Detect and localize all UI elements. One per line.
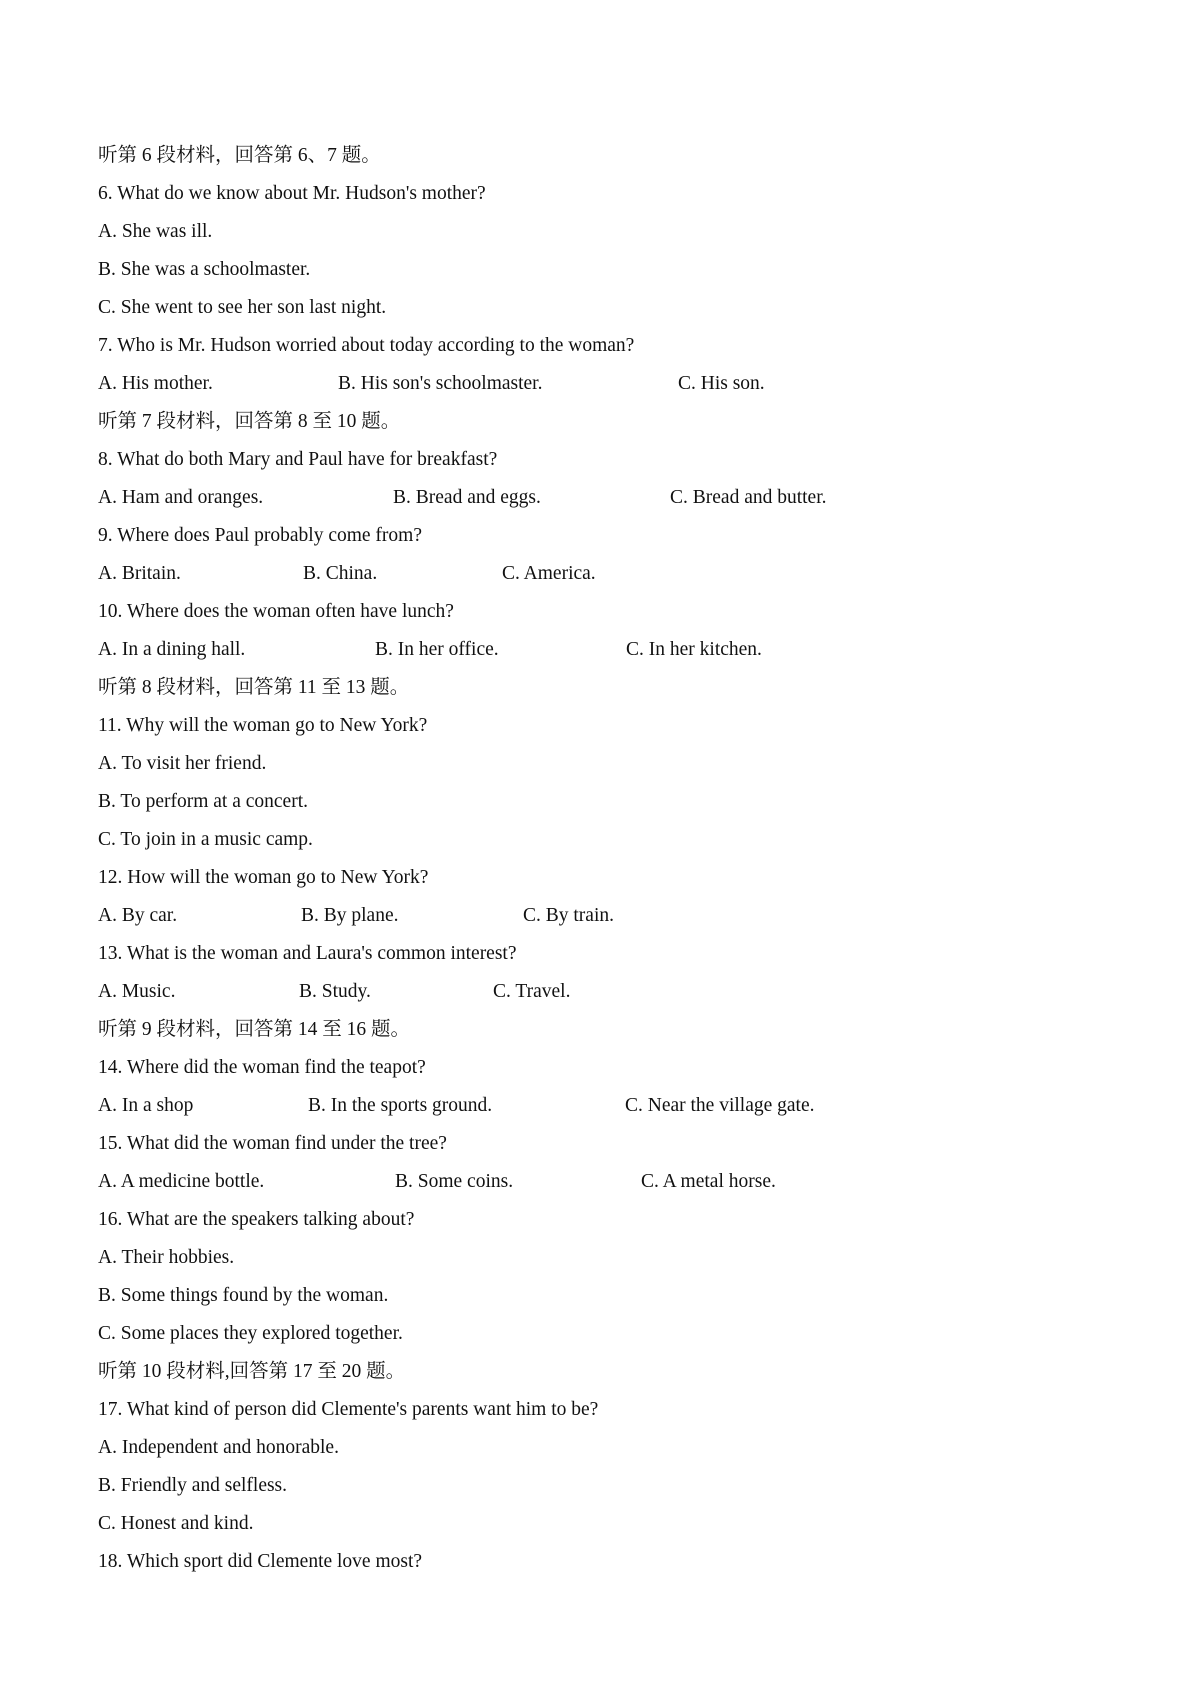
options-row: [98, 897, 1138, 935]
answer-option: B. By plane.: [301, 905, 399, 926]
options-row: [98, 1087, 1138, 1125]
question-text: 18. Which sport did Clemente love most?: [98, 1551, 423, 1572]
answer-option: C. A metal horse.: [641, 1171, 776, 1192]
options-row: [98, 555, 1138, 593]
section-instruction: 听第 9 段材料，回答第 14 至 16 题。: [98, 1019, 411, 1040]
section-instruction: 听第 6 段材料，回答第 6、7 题。: [98, 145, 381, 166]
options-row: [98, 631, 1138, 669]
question-text: 12. How will the woman go to New York?: [98, 867, 429, 888]
question-text: 7. Who is Mr. Hudson worried about today according to the woman?: [98, 335, 635, 356]
question-text: 13. What is the woman and Laura's common interest?: [98, 943, 517, 964]
question-text: 10. Where does the woman often have lunch?: [98, 601, 454, 622]
answer-option: C. Bread and butter.: [670, 487, 827, 508]
options-row: [98, 365, 1138, 403]
question-text: 11. Why will the woman go to New York?: [98, 715, 428, 736]
section-instruction: 听第 8 段材料，回答第 11 至 13 题。: [98, 677, 410, 698]
answer-option: A. A medicine bottle.: [98, 1171, 265, 1192]
answer-option: A. His mother.: [98, 373, 213, 394]
answer-option: A. Independent and honorable.: [98, 1437, 339, 1458]
question-text: 17. What kind of person did Clemente's parents want him to be?: [98, 1399, 599, 1420]
question-text: 9. Where does Paul probably come from?: [98, 525, 422, 546]
answer-option: A. Britain.: [98, 563, 181, 584]
answer-option: A. She was ill.: [98, 221, 213, 242]
answer-option: B. Some things found by the woman.: [98, 1285, 389, 1306]
answer-option: C. His son.: [678, 373, 765, 394]
answer-option: B. Study.: [299, 981, 371, 1002]
answer-option: C. Honest and kind.: [98, 1513, 254, 1534]
answer-option: C. Some places they explored together.: [98, 1323, 403, 1344]
answer-option: A. In a shop: [98, 1095, 194, 1116]
section-instruction: 听第 7 段材料，回答第 8 至 10 题。: [98, 411, 401, 432]
options-row: [98, 479, 1138, 517]
options-row: [98, 973, 1138, 1011]
answer-option: C. By train.: [523, 905, 614, 926]
answer-option: A. Their hobbies.: [98, 1247, 235, 1268]
answer-option: B. China.: [303, 563, 378, 584]
answer-option: B. Some coins.: [395, 1171, 514, 1192]
answer-option: A. Music.: [98, 981, 176, 1002]
section-instruction: 听第 10 段材料,回答第 17 至 20 题。: [98, 1361, 406, 1382]
question-text: 14. Where did the woman find the teapot?: [98, 1057, 426, 1078]
answer-option: B. In the sports ground.: [308, 1095, 493, 1116]
answer-option: B. She was a schoolmaster.: [98, 259, 311, 280]
answer-option: B. Friendly and selfless.: [98, 1475, 288, 1496]
answer-option: A. By car.: [98, 905, 178, 926]
answer-option: C. Travel.: [493, 981, 571, 1002]
answer-option: C. In her kitchen.: [626, 639, 762, 660]
answer-option: B. In her office.: [375, 639, 499, 660]
answer-option: C. Near the village gate.: [625, 1095, 815, 1116]
question-text: 8. What do both Mary and Paul have for breakfast?: [98, 449, 498, 470]
answer-option: A. In a dining hall.: [98, 639, 246, 660]
question-text: 16. What are the speakers talking about?: [98, 1209, 415, 1230]
question-text: 6. What do we know about Mr. Hudson's mother?: [98, 183, 486, 204]
answer-option: B. His son's schoolmaster.: [338, 373, 543, 394]
answer-option: C. To join in a music camp.: [98, 829, 313, 850]
answer-option: A. To visit her friend.: [98, 753, 267, 774]
document-page: [98, 137, 1138, 1581]
answer-option: C. America.: [502, 563, 596, 584]
question-text: 15. What did the woman find under the tree?: [98, 1133, 447, 1154]
answer-option: C. She went to see her son last night.: [98, 297, 387, 318]
options-row: [98, 1163, 1138, 1201]
answer-option: B. To perform at a concert.: [98, 791, 308, 812]
answer-option: B. Bread and eggs.: [393, 487, 541, 508]
answer-option: A. Ham and oranges.: [98, 487, 264, 508]
